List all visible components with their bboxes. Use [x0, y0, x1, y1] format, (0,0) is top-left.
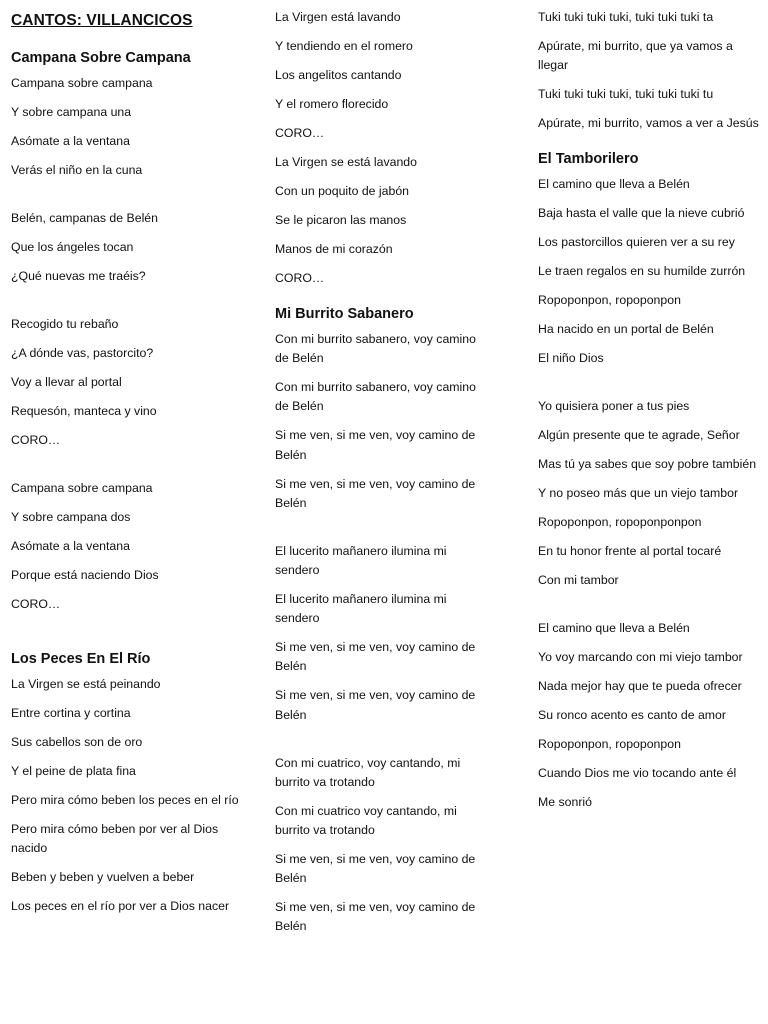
lyric-line: Manos de mi corazón [275, 242, 393, 256]
lyric-line: CORO… [11, 433, 61, 447]
lyric-line: ¿A dónde vas, pastorcito? [11, 346, 154, 360]
lyric-line: El camino que lleva a Belén [538, 177, 690, 192]
lyric-line: Apúrate, mi burrito, que ya vamos a llegar [538, 39, 733, 73]
lyric-line: Y no poseo más que un viejo tambor [538, 486, 739, 501]
lyric-line: La Virgen se está lavando [275, 155, 417, 169]
lyric-line: El camino que lleva a Belén [538, 621, 690, 636]
stanza-gap [11, 190, 243, 209]
lyric-line: Pero mira cómo beben por ver al Dios nacido [11, 822, 219, 856]
lyric-line: Mas tú ya sabes que soy pobre también [538, 457, 757, 472]
lyric-line: El lucerito mañanero ilumina mi sendero [275, 592, 447, 626]
song-title: El Tamborilero [538, 151, 639, 168]
lyric-line: El lucerito mañanero ilumina mi sendero [275, 543, 447, 578]
lyric-line: Algún presente que te agrade, Señor [538, 428, 740, 443]
lyric-line: Que los ángeles tocan [11, 240, 134, 254]
song-title: Mi Burrito Sabanero [275, 306, 414, 322]
lyric-line: Y sobre campana dos [11, 510, 131, 524]
lyric-line: Asómate a la ventana [11, 134, 130, 148]
lyric-line: Cuando Dios me vio tocando ante él [538, 766, 737, 781]
stanza-gap [275, 523, 493, 542]
lyric-line: Si me ven, si me ven, voy camino de Belén [275, 900, 476, 934]
column-3 [538, 8, 760, 822]
lyric-line: Si me ven, si me ven, voy camino de Belén [275, 476, 476, 510]
lyric-line: Sus cabellos son de oro [11, 735, 143, 749]
lyric-line: Si me ven, si me ven, voy camino de Belén [275, 852, 476, 886]
lyric-line: La Virgen está lavando [275, 10, 401, 24]
stanza-gap [11, 624, 243, 643]
lyric-line: Entre cortina y cortina [11, 706, 131, 720]
column-1 [11, 8, 243, 926]
lyric-line: CORO… [275, 271, 325, 285]
lyric-line: Si me ven, si me ven, voy camino de Belén [275, 640, 476, 674]
lyric-line: Yo quisiera poner a tus pies [538, 399, 690, 414]
document-title: CANTOS: VILLANCICOS [11, 12, 193, 29]
lyric-line: Tuki tuki tuki tuki, tuki tuki tuki tu [538, 87, 714, 102]
lyric-line: Campana sobre campana [11, 481, 153, 495]
lyric-line: Su ronco acento es canto de amor [538, 708, 726, 723]
lyric-line: Con un poquito de jabón [275, 184, 410, 198]
stanza-gap [538, 600, 760, 619]
lyric-line: Pero mira cómo beben los peces en el río [11, 793, 239, 807]
lyric-line: Campana sobre campana [11, 76, 153, 90]
lyric-line: Con mi cuatrico voy cantando, mi burrito va trotando [275, 803, 457, 838]
lyric-line: Belén, campanas de Belén [11, 211, 158, 225]
lyric-line: El niño Dios [538, 351, 604, 366]
lyric-line: Con mi burrito sabanero, voy camino de Belén [275, 332, 476, 366]
lyric-line: CORO… [275, 126, 325, 140]
stanza-gap [275, 735, 493, 754]
lyric-line: Con mi burrito sabanero, voy camino de Belén [275, 380, 476, 414]
stanza-gap [11, 460, 243, 479]
lyric-line: ¿Qué nuevas me traéis? [11, 269, 146, 283]
lyric-line: En tu honor frente al portal tocaré [538, 544, 722, 559]
lyric-line: CORO… [11, 597, 61, 611]
lyric-line: Nada mejor hay que te pueda ofrecer [538, 679, 742, 694]
lyric-line: Con mi cuatrico, voy cantando, mi burrito va trotando [275, 755, 461, 789]
stanza-gap [11, 296, 243, 315]
lyric-line: Los peces en el río por ver a Dios nacer [11, 899, 230, 914]
lyric-line: Con mi tambor [538, 573, 619, 588]
lyric-line: Apúrate, mi burrito, vamos a ver a Jesús [538, 116, 759, 131]
lyric-line: Se le picaron las manos [275, 213, 407, 227]
lyric-line: Y el peine de plata fina [11, 764, 136, 778]
lyric-line: Tuki tuki tuki tuki, tuki tuki tuki ta [538, 10, 714, 24]
lyric-line: Voy a llevar al portal [11, 375, 122, 389]
column-2 [275, 8, 493, 946]
lyric-line: Requesón, manteca y vino [11, 404, 157, 418]
lyric-line: Yo voy marcando con mi viejo tambor [538, 650, 743, 665]
lyric-line: Baja hasta el valle que la nieve cubrió [538, 206, 745, 221]
lyric-line: Asómate a la ventana [11, 539, 130, 553]
lyric-line: Recogido tu rebaño [11, 317, 119, 331]
lyric-line: La Virgen se está peinando [11, 677, 161, 691]
lyric-line: Los pastorcillos quieren ver a su rey [538, 235, 735, 250]
lyric-line: Ropoponpon, ropoponpon [538, 737, 681, 752]
lyric-line: Beben y beben y vuelven a beber [11, 870, 195, 885]
lyric-line: Y el romero florecido [275, 97, 389, 111]
lyric-line: Y tendiendo en el romero [275, 39, 413, 53]
lyric-line: Ropoponpon, ropoponpon [538, 293, 681, 308]
song-title: Los Peces En El Río [11, 651, 151, 667]
stanza-gap [538, 378, 760, 397]
lyric-line: Ha nacido en un portal de Belén [538, 322, 714, 337]
lyric-line: Porque está naciendo Dios [11, 568, 159, 582]
lyric-line: Y sobre campana una [11, 105, 132, 119]
lyric-line: Si me ven, si me ven, voy camino de Belén [275, 688, 476, 722]
lyric-line: Le traen regalos en su humilde zurrón [538, 264, 746, 279]
lyric-line: Si me ven, si me ven, voy camino de Belén [275, 428, 476, 462]
song-title: Campana Sobre Campana [11, 50, 191, 66]
lyric-line: Ropoponpon, ropoponponpon [538, 515, 702, 530]
lyric-line: Me sonrió [538, 795, 592, 810]
lyric-line: Los angelitos cantando [275, 68, 402, 82]
lyric-line: Verás el niño en la cuna [11, 163, 143, 177]
